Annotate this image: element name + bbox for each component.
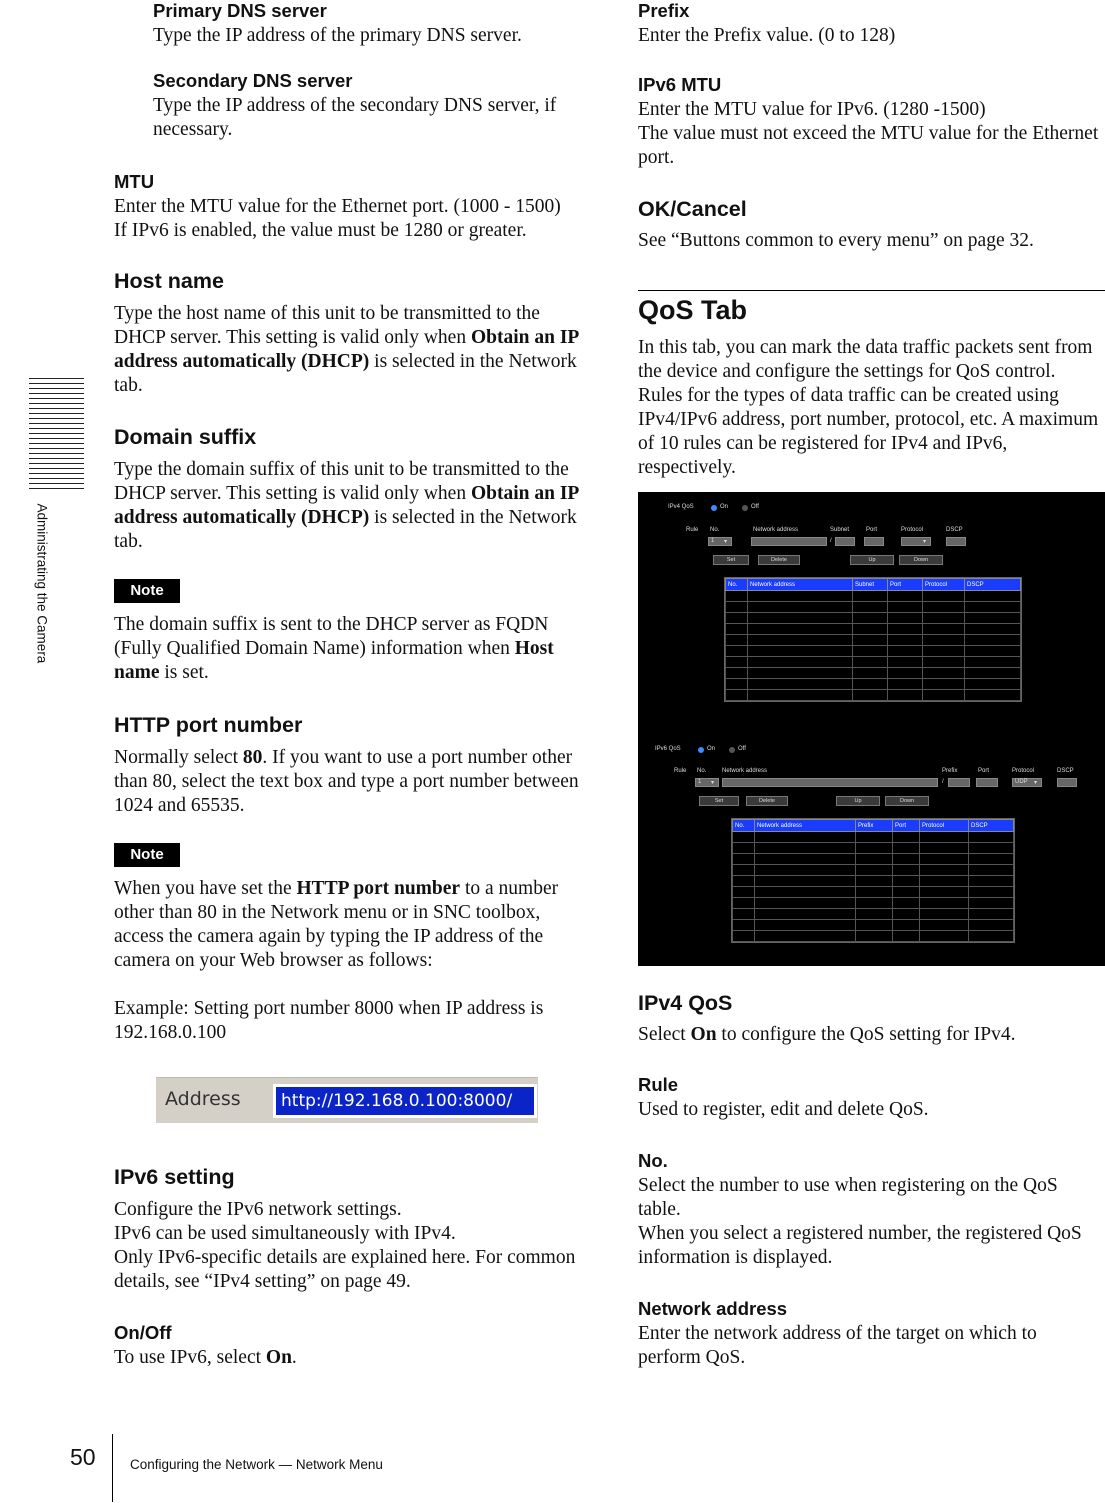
prefix-heading: Prefix <box>638 0 690 21</box>
ipv4-th-no: No. <box>726 579 748 591</box>
ipv4-slash: / <box>830 538 832 544</box>
ipv6-set-button[interactable]: Set <box>699 796 739 806</box>
note-badge-2: Note <box>114 843 180 867</box>
ipv6-on-radio[interactable] <box>698 747 704 753</box>
table-row <box>726 602 1021 613</box>
ipv6-off-label: Off <box>738 746 746 752</box>
table-row <box>726 613 1021 624</box>
table-row <box>733 832 1014 843</box>
domain-suffix-text: Type the domain suffix of this unit to be transmitted to the DHCP server. This setting is valid only when Obtain an IP address automatically (DHCP) is selected in the Network tab. <box>114 459 579 552</box>
ipv4-no-select[interactable]: 1 ▾ <box>708 537 732 546</box>
ipv6-down-button[interactable]: Down <box>885 796 929 806</box>
ipv4-netaddr-label: Network address <box>753 527 799 533</box>
ipv4-netaddr-input[interactable] <box>751 537 827 546</box>
table-row <box>726 624 1021 635</box>
ipv4-qos-heading: IPv4 QoS <box>638 991 733 1015</box>
ipv6-th-port: Port <box>893 820 920 832</box>
note2-text: When you have set the HTTP port number to a number other than 80 in the Network menu or in SNC toolbox, access the camera again by typing the IP address of the camera on your Web browser as follows: <box>114 878 559 971</box>
ipv6-dscp-label: DSCP <box>1057 768 1074 774</box>
ipv4-dscp-input[interactable] <box>946 537 966 546</box>
footer-divider <box>112 1434 113 1502</box>
onoff-heading: On/Off <box>114 1322 172 1343</box>
ipv4-th-subnet: Subnet <box>853 579 888 591</box>
ipv6-mtu-heading: IPv6 MTU <box>638 74 722 95</box>
rule-section <box>638 1074 1103 1122</box>
ipv6-mtu-section <box>638 74 1103 170</box>
address-url: http://192.168.0.100:8000/ <box>276 1087 534 1115</box>
http-port-section <box>114 712 582 818</box>
table-row <box>726 690 1021 701</box>
ipv6-port-label: Port <box>978 768 990 774</box>
mtu-section <box>114 171 584 243</box>
ipv6-th-netaddr: Network address <box>755 820 856 832</box>
network-address-text: Enter the network address of the target on which to perform QoS. <box>638 1323 1037 1368</box>
ipv6-line2: IPv6 can be used simultaneously with IPv4. <box>114 1223 456 1244</box>
ipv6-no-select[interactable]: 1 ▾ <box>695 778 719 787</box>
ipv4-on-radio[interactable] <box>711 505 717 511</box>
ipv4-set-button[interactable]: Set <box>713 555 749 565</box>
table-row <box>733 920 1014 931</box>
secondary-dns-text: Type the IP address of the secondary DNS server, if necessary. <box>153 95 557 140</box>
host-name-section <box>114 268 582 398</box>
ipv6-line1: Configure the IPv6 network settings. <box>114 1199 402 1220</box>
mtu-line2: If IPv6 is enabled, the value must be 1280 or greater. <box>114 220 527 241</box>
onoff-text: To use IPv6, select On. <box>114 1347 297 1368</box>
ipv6-protocol-select[interactable]: UDP ▾ <box>1012 778 1042 787</box>
http-port-text: Normally select 80. If you want to use a port number other than 80, select the text box and type a port number between 1024 and 65535. <box>114 747 579 816</box>
table-row <box>733 887 1014 898</box>
ipv4-delete-button[interactable]: Delete <box>758 555 800 565</box>
ipv4-th-protocol: Protocol <box>923 579 965 591</box>
ipv4-subnet-input[interactable] <box>835 537 855 546</box>
qos-tab-heading: QoS Tab <box>638 295 748 325</box>
ipv6-on-label: On <box>707 746 716 752</box>
ipv6-setting-heading: IPv6 setting <box>114 1165 235 1189</box>
ipv6-rules-table <box>731 818 1015 943</box>
note-badge-1: Note <box>114 579 180 603</box>
table-row <box>733 909 1014 920</box>
ipv6-netaddr-label: Network address <box>722 768 768 774</box>
page-number: 50 <box>70 1444 96 1470</box>
network-address-heading: Network address <box>638 1298 788 1319</box>
sidebar-label-text: Administrating the Camera <box>34 503 50 664</box>
primary-dns-text: Type the IP address of the primary DNS server. <box>153 25 522 46</box>
table-row <box>726 635 1021 646</box>
ipv4-port-input[interactable] <box>864 537 884 546</box>
ipv6-netaddr-input[interactable] <box>722 778 938 787</box>
onoff-section <box>114 1322 582 1370</box>
address-url-box <box>273 1084 537 1118</box>
host-name-heading: Host name <box>114 269 224 293</box>
ipv6-protocol-label: Protocol <box>1012 768 1035 774</box>
sidebar-label <box>30 503 50 688</box>
ipv6-slash: / <box>942 779 944 785</box>
okcancel-text: See “Buttons common to every menu” on page 32. <box>638 230 1034 251</box>
table-row <box>726 668 1021 679</box>
ipv6-mtu-line1: Enter the MTU value for IPv6. (1280 -1500) <box>638 99 986 120</box>
no-line1: Select the number to use when registering on the QoS table. <box>638 1175 1058 1220</box>
table-row <box>733 865 1014 876</box>
ipv6-delete-button[interactable]: Delete <box>746 796 788 806</box>
ipv4-rule-label: Rule <box>686 527 699 533</box>
prefix-text: Enter the Prefix value. (0 to 128) <box>638 25 896 46</box>
ipv6-qos-label: IPv6 QoS <box>655 746 681 752</box>
address-label: Address <box>165 1088 241 1110</box>
ipv4-qos-section <box>638 990 1103 1047</box>
footer-section-title: Configuring the Network — Network Menu <box>130 1457 383 1472</box>
ipv4-no-label: No. <box>710 527 720 533</box>
ipv4-on-label: On <box>720 504 729 510</box>
table-row <box>726 591 1021 602</box>
ipv6-rule-label: Rule <box>674 768 687 774</box>
domain-suffix-heading: Domain suffix <box>114 425 257 449</box>
ipv4-up-button[interactable]: Up <box>850 555 894 565</box>
table-row <box>726 679 1021 690</box>
note1-text: The domain suffix is sent to the DHCP server as FQDN (Fully Qualified Domain Name) information when Host name is set. <box>114 614 554 683</box>
ipv6-prefix-input[interactable] <box>948 778 970 787</box>
mtu-heading: MTU <box>114 171 155 192</box>
primary-dns-heading: Primary DNS server <box>153 0 327 21</box>
ipv6-port-input[interactable] <box>976 778 998 787</box>
table-row <box>733 843 1014 854</box>
qos-tab-text: In this tab, you can mark the data traffic packets sent from the device and configure the settings for QoS control. Rules for the types of data traffic can be created using IPv4/IPv6 address, port number, protocol, etc. A maximum of 10 rules can be registered for IPv4 and IPv6, respectively. <box>638 337 1099 478</box>
secondary-dns-section <box>153 70 583 142</box>
network-address-section <box>638 1298 1103 1370</box>
table-row <box>726 657 1021 668</box>
mtu-line1: Enter the MTU value for the Ethernet port. (1000 - 1500) <box>114 196 561 217</box>
sidebar-decoration <box>29 378 84 492</box>
qos-screenshot <box>638 492 1105 966</box>
ipv4-off-radio[interactable] <box>742 505 748 511</box>
section-divider <box>638 290 1105 291</box>
table-row <box>733 876 1014 887</box>
ipv6-dscp-input[interactable] <box>1057 778 1077 787</box>
no-section <box>638 1150 1104 1270</box>
rule-text: Used to register, edit and delete QoS. <box>638 1099 929 1120</box>
no-line2: When you select a registered number, the registered QoS information is displayed. <box>638 1223 1082 1268</box>
ipv6-th-dscp: DSCP <box>969 820 1014 832</box>
http-port-heading: HTTP port number <box>114 713 303 737</box>
ipv4-protocol-label: Protocol <box>901 527 924 533</box>
ipv6-setting-section <box>114 1164 582 1294</box>
okcancel-section <box>638 196 1103 253</box>
rule-heading: Rule <box>638 1074 679 1095</box>
domain-suffix-section <box>114 424 582 554</box>
address-bar-image <box>156 1077 538 1123</box>
ipv4-protocol-select[interactable]: ▾ <box>901 537 931 546</box>
table-row <box>733 898 1014 909</box>
ipv6-prefix-label: Prefix <box>942 768 958 774</box>
table-row <box>726 646 1021 657</box>
ipv6-th-prefix: Prefix <box>856 820 893 832</box>
ipv6-no-label: No. <box>697 768 707 774</box>
ipv6-mtu-line2: The value must not exceed the MTU value for the Ethernet port. <box>638 123 1099 168</box>
prefix-section <box>638 0 1103 48</box>
ipv6-off-radio[interactable] <box>729 747 735 753</box>
table-row <box>733 854 1014 865</box>
example-text: Example: Setting port number 8000 when IP address is 192.168.0.100 <box>114 998 544 1043</box>
primary-dns-section <box>153 0 583 48</box>
host-name-text: Type the host name of this unit to be transmitted to the DHCP server. This setting is valid only when Obtain an IP address automatically (DHCP) is selected in the Network tab. <box>114 303 579 396</box>
ipv4-port-label: Port <box>866 527 878 533</box>
ipv6-th-no: No. <box>733 820 755 832</box>
ipv4-subnet-label: Subnet <box>830 527 850 533</box>
ipv6-th-protocol: Protocol <box>920 820 969 832</box>
ipv4-th-netaddr: Network address <box>748 579 853 591</box>
qos-tab-section <box>638 294 1104 480</box>
ipv4-off-label: Off <box>751 504 759 510</box>
ipv4-rules-table <box>724 577 1022 702</box>
no-heading: No. <box>638 1150 668 1171</box>
ipv4-down-button[interactable]: Down <box>899 555 943 565</box>
secondary-dns-heading: Secondary DNS server <box>153 70 353 91</box>
ipv4-th-port: Port <box>888 579 923 591</box>
ipv6-up-button[interactable]: Up <box>836 796 880 806</box>
ipv4-th-dscp: DSCP <box>965 579 1021 591</box>
ipv4-qos-text: Select On to configure the QoS setting for IPv4. <box>638 1024 1016 1045</box>
ipv4-qos-label: IPv4 QoS <box>668 504 694 510</box>
table-row <box>733 931 1014 942</box>
ipv6-line3: Only IPv6-specific details are explained here. For common details, see “IPv4 setting” on page 49. <box>114 1247 576 1292</box>
ipv4-dscp-label: DSCP <box>946 527 963 533</box>
okcancel-heading: OK/Cancel <box>638 197 747 221</box>
